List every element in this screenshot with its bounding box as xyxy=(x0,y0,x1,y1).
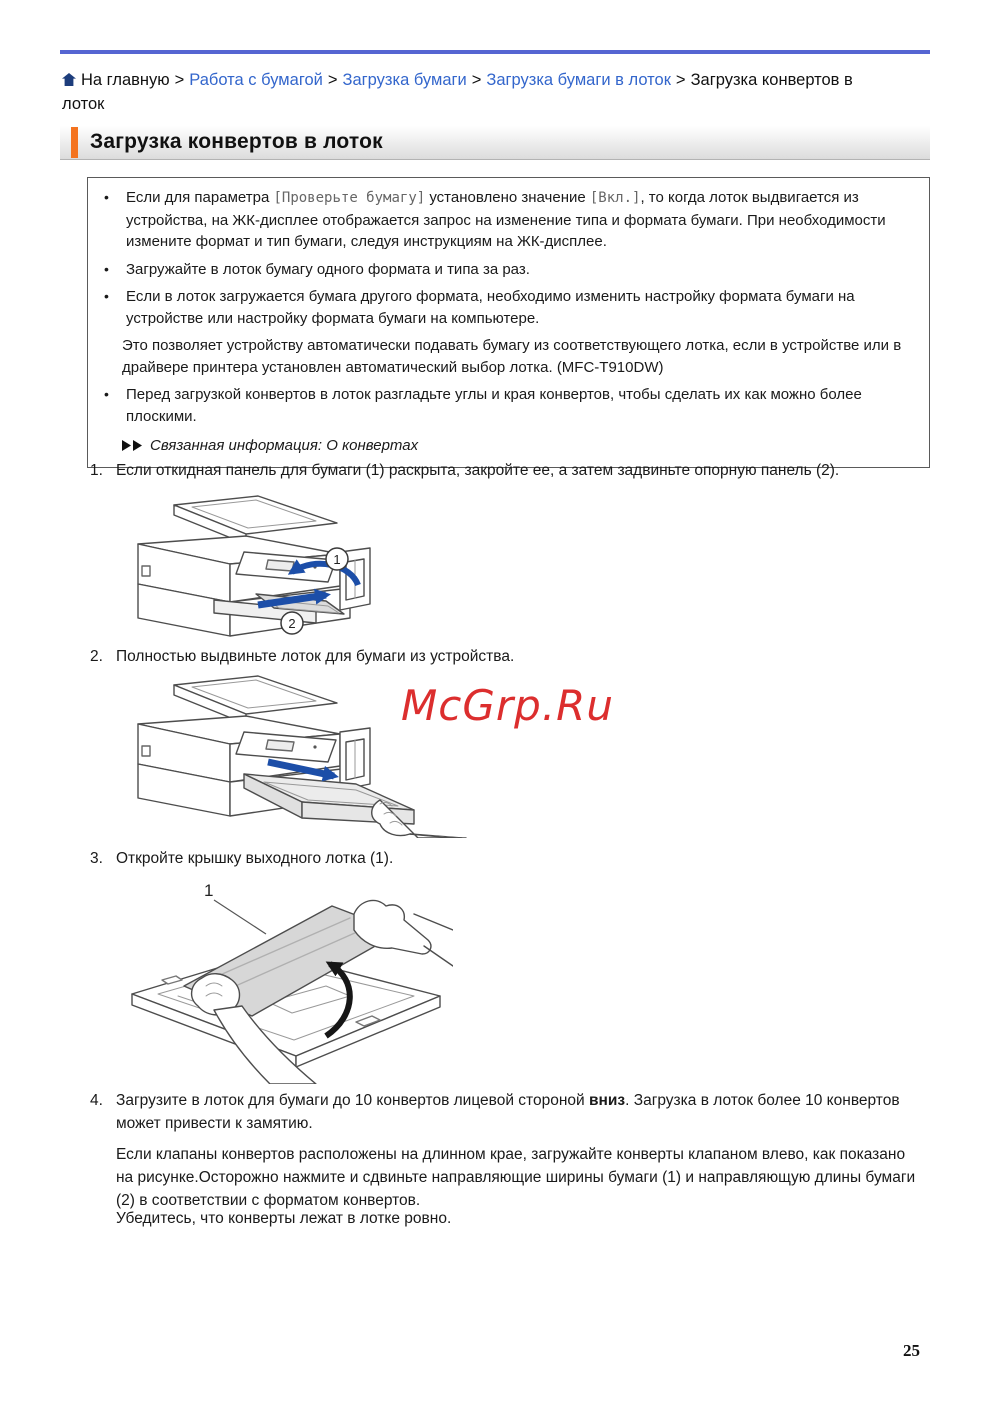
printer-line-art xyxy=(138,676,414,824)
page-number: 25 xyxy=(903,1341,920,1360)
note-b1-text: установлено значение xyxy=(425,189,590,206)
step-4 xyxy=(90,1089,935,1135)
breadcrumb-link-load-paper[interactable]: Загрузка бумаги xyxy=(342,71,467,89)
bullet-marker: • xyxy=(104,260,109,277)
step-3 xyxy=(90,847,935,870)
note-text xyxy=(126,187,915,253)
hand xyxy=(372,800,466,838)
step-number: 4. xyxy=(90,1092,103,1109)
page-title: Загрузка конвертов в лоток xyxy=(90,130,383,153)
svg-text:1: 1 xyxy=(333,552,341,567)
step-text: Откройте крышку выходного лотка (1). xyxy=(116,850,394,867)
bullet-marker: • xyxy=(104,189,109,205)
note-box xyxy=(87,177,930,468)
svg-text:1: 1 xyxy=(204,881,214,900)
note-b1-text: Если для параметра xyxy=(126,189,274,206)
breadcrumb-separator: > xyxy=(675,71,686,89)
top-rule xyxy=(60,50,930,54)
step-number: 1. xyxy=(90,462,103,479)
breadcrumb-separator: > xyxy=(327,71,338,89)
home-icon xyxy=(62,70,76,93)
note-text: Загружайте в лоток бумагу одного формата и типа за раз. xyxy=(126,260,530,278)
note-text: Если в лоток загружается бумага другого формата, необходимо изменить настройку формата бумаги на устройстве или настройку формата бумаги на компьютере. xyxy=(126,288,855,327)
callout-1 xyxy=(326,548,348,570)
step-4-text: . Загрузка в лоток более 10 конвертов может привести к замятию. xyxy=(116,1092,900,1132)
breadcrumb-home: На главную xyxy=(81,71,170,89)
right-hand xyxy=(354,900,453,966)
note-bullet-item xyxy=(100,259,915,281)
related-info-row xyxy=(122,435,915,458)
note-bullet-item xyxy=(100,187,915,253)
step-4-text: Загрузите в лоток для бумаги до 10 конвертов лицевой стороной xyxy=(116,1092,589,1109)
note-bullet-item xyxy=(100,384,915,427)
note-b1-text: , то когда лоток выдвигается из устройства, на ЖК-дисплее отображается запрос на изменение типа и формата бумаги. При необходимости измените формат и тип бумаги, следуя инструкциям на ЖК-дисплее. xyxy=(126,189,886,250)
face-down-bold: вниз xyxy=(588,1092,626,1109)
bullet-marker: • xyxy=(104,288,109,304)
figure-close-paper-support xyxy=(118,492,433,642)
figure-open-output-cover xyxy=(118,874,453,1084)
double-arrow-icon xyxy=(122,436,144,458)
step-text: Если откидная панель для бумаги (1) раскрыта, закройте ее, а затем задвиньте опорную панель (2). xyxy=(116,462,840,479)
breadcrumb xyxy=(62,69,892,116)
note-paragraph: Это позволяет устройству автоматически подавать бумагу из соответствующего лотка, если в устройстве или в драйвере принтера установлен автоматический выбор лотка. (MFC-T910DW) xyxy=(122,337,902,376)
step-4-paragraph: Убедитесь, что конверты лежат в лотке ровно. xyxy=(116,1210,452,1227)
breadcrumb-separator: > xyxy=(174,71,185,89)
section-title-band xyxy=(60,126,930,160)
watermark: McGrp.Ru xyxy=(401,681,614,730)
breadcrumb-current: Загрузка конвертов в лоток xyxy=(62,71,853,113)
note-bullet-item xyxy=(100,286,915,329)
svg-text:2: 2 xyxy=(288,616,296,631)
step-text: Полностью выдвиньте лоток для бумаги из устройства. xyxy=(116,648,515,665)
breadcrumb-link-paper-handling[interactable]: Работа с бумагой xyxy=(189,71,323,89)
breadcrumb-link-load-paper-tray[interactable]: Загрузка бумаги в лоток xyxy=(486,71,671,89)
related-info-label: Связанная информация: xyxy=(150,437,323,454)
breadcrumb-separator: > xyxy=(471,71,482,89)
step-number: 3. xyxy=(90,850,103,867)
title-accent-bar xyxy=(71,127,78,158)
lcd-option-check-paper: [Проверьте бумагу] xyxy=(273,190,426,206)
related-info-link[interactable]: О конвертах xyxy=(326,437,419,454)
step-text xyxy=(116,1089,935,1135)
step-1 xyxy=(90,459,935,482)
callout-1 xyxy=(204,881,266,934)
callout-2 xyxy=(281,612,303,634)
step-number: 2. xyxy=(90,648,103,665)
lcd-value-on: [Вкл.] xyxy=(589,190,641,206)
step-4-paragraph: Если клапаны конвертов расположены на длинном крае, загружайте конверты клапаном влево, как показано на рисунке.Осторожно нажмите и сдвиньте направляющие ширины бумаги (1) и направляющую длины бумаги (2) в соответствии с форматом конвертов. xyxy=(116,1146,916,1209)
note-text: Перед загрузкой конвертов в лоток разгладьте углы и края конвертов, чтобы сделать их как можно более плоскими. xyxy=(126,386,862,425)
bullet-marker: • xyxy=(104,386,109,402)
step-2 xyxy=(90,645,935,668)
